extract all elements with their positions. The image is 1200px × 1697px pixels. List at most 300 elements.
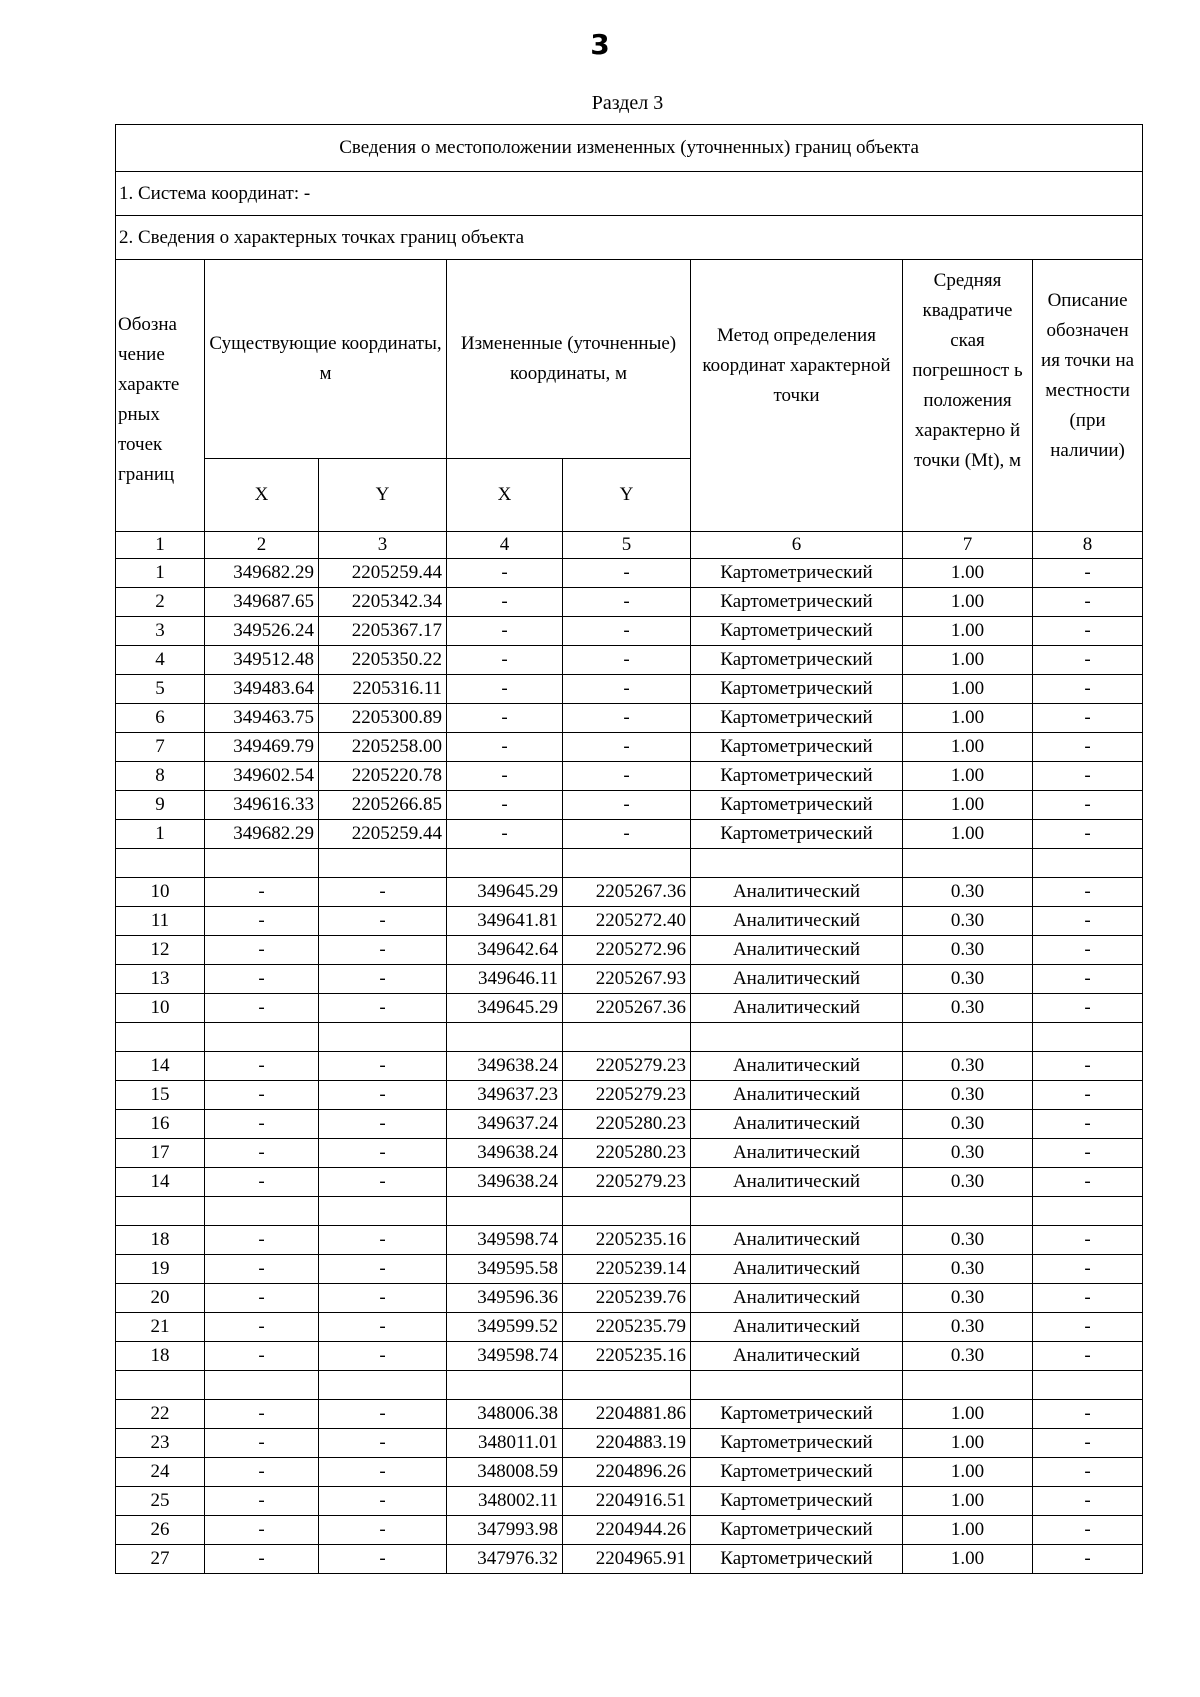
empty-cell (563, 1197, 691, 1226)
table-row (116, 646, 1143, 675)
table-row (116, 965, 1143, 994)
existing-x-cell: - (205, 907, 319, 936)
changed-x-cell: - (447, 762, 563, 791)
table-row (116, 907, 1143, 936)
existing-y-cell: 2205258.00 (319, 733, 447, 762)
header-changed-coords: Измененные (уточненные) координаты, м (447, 260, 691, 459)
changed-x-cell: 349637.24 (447, 1110, 563, 1139)
existing-y-cell: - (319, 1284, 447, 1313)
existing-x-cell: - (205, 936, 319, 965)
method-cell: Картометрический (691, 820, 903, 849)
changed-y-cell: - (563, 617, 691, 646)
changed-x-cell: 349642.64 (447, 936, 563, 965)
table-row (116, 1313, 1143, 1342)
table-row (116, 936, 1143, 965)
changed-y-cell: 2205267.36 (563, 878, 691, 907)
changed-y-cell: - (563, 733, 691, 762)
changed-x-cell: 349645.29 (447, 878, 563, 907)
changed-x-cell: 349638.24 (447, 1139, 563, 1168)
empty-cell (1033, 1197, 1143, 1226)
existing-y-cell: - (319, 1342, 447, 1371)
description-cell: - (1033, 1139, 1143, 1168)
empty-cell (319, 1197, 447, 1226)
existing-y-cell: 2205259.44 (319, 559, 447, 588)
method-cell: Аналитический (691, 936, 903, 965)
point-number-cell: 14 (116, 1052, 205, 1081)
mean-error-cell: 1.00 (903, 1516, 1033, 1545)
table-row (116, 1255, 1143, 1284)
table-row (116, 1487, 1143, 1516)
table-row (116, 704, 1143, 733)
mean-error-cell: 0.30 (903, 1226, 1033, 1255)
description-cell: - (1033, 936, 1143, 965)
method-cell: Картометрический (691, 791, 903, 820)
mean-error-cell: 1.00 (903, 1400, 1033, 1429)
changed-x-cell: 349637.23 (447, 1081, 563, 1110)
header-method: Метод определения координат характерной точки (691, 260, 903, 532)
point-number-cell: 9 (116, 791, 205, 820)
header-existing-y: Y (319, 459, 447, 532)
existing-x-cell: - (205, 1313, 319, 1342)
mean-error-cell: 0.30 (903, 1081, 1033, 1110)
existing-x-cell: - (205, 1052, 319, 1081)
table-row (116, 1226, 1143, 1255)
changed-y-cell: 2205239.76 (563, 1284, 691, 1313)
method-cell: Картометрический (691, 762, 903, 791)
empty-cell (691, 1371, 903, 1400)
table-row (116, 1081, 1143, 1110)
table-row (116, 1400, 1143, 1429)
existing-y-cell: 2205367.17 (319, 617, 447, 646)
table-row (116, 559, 1143, 588)
table-row (116, 878, 1143, 907)
existing-x-cell: - (205, 1139, 319, 1168)
changed-x-cell: 349599.52 (447, 1313, 563, 1342)
separator-row (116, 849, 1143, 878)
point-number-cell: 7 (116, 733, 205, 762)
empty-cell (563, 849, 691, 878)
description-cell: - (1033, 762, 1143, 791)
point-number-cell: 25 (116, 1487, 205, 1516)
description-cell: - (1033, 1081, 1143, 1110)
existing-x-cell: - (205, 1516, 319, 1545)
table-row (116, 1429, 1143, 1458)
method-cell: Аналитический (691, 1284, 903, 1313)
table-row (116, 1168, 1143, 1197)
changed-x-cell: - (447, 704, 563, 733)
header-description: Описание обозначен ия точки на местности (при наличии) (1033, 260, 1143, 532)
existing-x-cell: - (205, 1255, 319, 1284)
empty-cell (205, 1023, 319, 1052)
changed-x-cell: 349638.24 (447, 1168, 563, 1197)
table-row (116, 588, 1143, 617)
changed-y-cell: 2205267.36 (563, 994, 691, 1023)
table-title: Сведения о местоположении измененных (уточненных) границ объекта (116, 125, 1143, 172)
changed-y-cell: - (563, 588, 691, 617)
empty-cell (319, 1371, 447, 1400)
existing-x-cell: 349602.54 (205, 762, 319, 791)
changed-x-cell: 347976.32 (447, 1545, 563, 1574)
mean-error-cell: 0.30 (903, 936, 1033, 965)
existing-x-cell: - (205, 1081, 319, 1110)
method-cell: Картометрический (691, 1545, 903, 1574)
existing-x-cell: - (205, 1226, 319, 1255)
mean-error-cell: 1.00 (903, 1458, 1033, 1487)
empty-cell (691, 1197, 903, 1226)
empty-cell (447, 1197, 563, 1226)
method-cell: Картометрический (691, 675, 903, 704)
point-number-cell: 8 (116, 762, 205, 791)
point-number-cell: 12 (116, 936, 205, 965)
changed-x-cell: 349646.11 (447, 965, 563, 994)
table-row (116, 762, 1143, 791)
header-changed-x: X (447, 459, 563, 532)
table-row (116, 1342, 1143, 1371)
existing-y-cell: 2205350.22 (319, 646, 447, 675)
column-number: 4 (447, 532, 563, 559)
changed-x-cell: - (447, 617, 563, 646)
separator-row (116, 1023, 1143, 1052)
existing-x-cell: 349483.64 (205, 675, 319, 704)
mean-error-cell: 1.00 (903, 704, 1033, 733)
existing-y-cell: - (319, 1313, 447, 1342)
method-cell: Аналитический (691, 965, 903, 994)
existing-x-cell: - (205, 965, 319, 994)
existing-x-cell: 349469.79 (205, 733, 319, 762)
point-number-cell: 10 (116, 878, 205, 907)
description-cell: - (1033, 965, 1143, 994)
changed-y-cell: 2204916.51 (563, 1487, 691, 1516)
column-number: 2 (205, 532, 319, 559)
mean-error-cell: 1.00 (903, 762, 1033, 791)
description-cell: - (1033, 1052, 1143, 1081)
empty-cell (903, 1371, 1033, 1400)
description-cell: - (1033, 1284, 1143, 1313)
method-cell: Картометрический (691, 733, 903, 762)
point-number-cell: 17 (116, 1139, 205, 1168)
empty-cell (319, 1023, 447, 1052)
header-existing-coords: Существующие координаты, м (205, 260, 447, 459)
changed-y-cell: 2204881.86 (563, 1400, 691, 1429)
changed-y-cell: 2204896.26 (563, 1458, 691, 1487)
changed-x-cell: 349595.58 (447, 1255, 563, 1284)
changed-x-cell: 349598.74 (447, 1226, 563, 1255)
mean-error-cell: 0.30 (903, 1342, 1033, 1371)
mean-error-cell: 1.00 (903, 1429, 1033, 1458)
description-cell: - (1033, 617, 1143, 646)
separator-row (116, 1371, 1143, 1400)
changed-y-cell: 2204965.91 (563, 1545, 691, 1574)
empty-cell (319, 849, 447, 878)
changed-y-cell: 2204944.26 (563, 1516, 691, 1545)
changed-y-cell: 2205267.93 (563, 965, 691, 994)
changed-y-cell: 2205272.96 (563, 936, 691, 965)
method-cell: Картометрический (691, 617, 903, 646)
point-number-cell: 13 (116, 965, 205, 994)
changed-x-cell: 349638.24 (447, 1052, 563, 1081)
method-cell: Картометрический (691, 1400, 903, 1429)
changed-y-cell: 2205235.16 (563, 1226, 691, 1255)
point-number-cell: 18 (116, 1226, 205, 1255)
existing-y-cell: - (319, 965, 447, 994)
changed-y-cell: - (563, 646, 691, 675)
header-existing-x: X (205, 459, 319, 532)
table-row (116, 820, 1143, 849)
table-row (116, 617, 1143, 646)
existing-x-cell: 349687.65 (205, 588, 319, 617)
column-number: 8 (1033, 532, 1143, 559)
changed-y-cell: 2205239.14 (563, 1255, 691, 1284)
changed-x-cell: - (447, 646, 563, 675)
point-number-cell: 20 (116, 1284, 205, 1313)
point-number-cell: 19 (116, 1255, 205, 1284)
changed-x-cell: 348002.11 (447, 1487, 563, 1516)
column-number: 7 (903, 532, 1033, 559)
changed-y-cell: 2205280.23 (563, 1139, 691, 1168)
empty-cell (116, 1371, 205, 1400)
description-cell: - (1033, 1458, 1143, 1487)
empty-cell (116, 1197, 205, 1226)
existing-x-cell: - (205, 878, 319, 907)
mean-error-cell: 0.30 (903, 994, 1033, 1023)
existing-x-cell: 349512.48 (205, 646, 319, 675)
method-cell: Картометрический (691, 646, 903, 675)
existing-x-cell: 349682.29 (205, 820, 319, 849)
description-cell: - (1033, 820, 1143, 849)
method-cell: Картометрический (691, 1458, 903, 1487)
table-row (116, 1458, 1143, 1487)
method-cell: Картометрический (691, 559, 903, 588)
existing-x-cell: - (205, 1545, 319, 1574)
point-number-cell: 24 (116, 1458, 205, 1487)
point-number-cell: 26 (116, 1516, 205, 1545)
description-cell: - (1033, 559, 1143, 588)
mean-error-cell: 1.00 (903, 791, 1033, 820)
changed-y-cell: - (563, 704, 691, 733)
description-cell: - (1033, 878, 1143, 907)
description-cell: - (1033, 675, 1143, 704)
method-cell: Аналитический (691, 1255, 903, 1284)
empty-cell (691, 1023, 903, 1052)
empty-cell (447, 1371, 563, 1400)
empty-cell (205, 849, 319, 878)
empty-cell (563, 1371, 691, 1400)
description-cell: - (1033, 1516, 1143, 1545)
mean-error-cell: 0.30 (903, 1168, 1033, 1197)
existing-y-cell: - (319, 936, 447, 965)
description-cell: - (1033, 1313, 1143, 1342)
coordinate-system: 1. Система координат: - (116, 172, 1143, 216)
existing-x-cell: - (205, 1110, 319, 1139)
existing-y-cell: 2205300.89 (319, 704, 447, 733)
description-cell: - (1033, 1342, 1143, 1371)
empty-cell (903, 849, 1033, 878)
empty-cell (903, 1197, 1033, 1226)
existing-y-cell: - (319, 1110, 447, 1139)
mean-error-cell: 1.00 (903, 646, 1033, 675)
changed-x-cell: 349598.74 (447, 1342, 563, 1371)
description-cell: - (1033, 1429, 1143, 1458)
method-cell: Аналитический (691, 1342, 903, 1371)
changed-y-cell: 2204883.19 (563, 1429, 691, 1458)
mean-error-cell: 1.00 (903, 559, 1033, 588)
description-cell: - (1033, 1255, 1143, 1284)
point-number-cell: 21 (116, 1313, 205, 1342)
existing-y-cell: - (319, 878, 447, 907)
changed-y-cell: 2205279.23 (563, 1052, 691, 1081)
existing-y-cell: 2205342.34 (319, 588, 447, 617)
table-row (116, 1052, 1143, 1081)
existing-y-cell: 2205316.11 (319, 675, 447, 704)
method-cell: Аналитический (691, 907, 903, 936)
empty-cell (116, 849, 205, 878)
point-number-cell: 10 (116, 994, 205, 1023)
method-cell: Аналитический (691, 1052, 903, 1081)
header-error: Средняя квадратиче ская погрешност ь положения характерно й точки (Mt), м (903, 260, 1033, 532)
mean-error-cell: 1.00 (903, 588, 1033, 617)
mean-error-cell: 1.00 (903, 617, 1033, 646)
changed-x-cell: 347993.98 (447, 1516, 563, 1545)
points-caption: 2. Сведения о характерных точках границ объекта (116, 216, 1143, 260)
changed-y-cell: 2205235.79 (563, 1313, 691, 1342)
changed-x-cell: 349596.36 (447, 1284, 563, 1313)
existing-y-cell: - (319, 1429, 447, 1458)
changed-y-cell: - (563, 675, 691, 704)
method-cell: Аналитический (691, 994, 903, 1023)
mean-error-cell: 0.30 (903, 1110, 1033, 1139)
changed-y-cell: - (563, 762, 691, 791)
method-cell: Аналитический (691, 878, 903, 907)
changed-x-cell: - (447, 791, 563, 820)
column-number: 6 (691, 532, 903, 559)
description-cell: - (1033, 1110, 1143, 1139)
table-row (116, 675, 1143, 704)
changed-y-cell: - (563, 791, 691, 820)
empty-cell (205, 1371, 319, 1400)
table-row (116, 994, 1143, 1023)
empty-cell (1033, 1371, 1143, 1400)
header-changed-y: Y (563, 459, 691, 532)
existing-x-cell: - (205, 1168, 319, 1197)
description-cell: - (1033, 1400, 1143, 1429)
empty-cell (1033, 1023, 1143, 1052)
method-cell: Аналитический (691, 1226, 903, 1255)
point-number-cell: 14 (116, 1168, 205, 1197)
empty-cell (447, 849, 563, 878)
point-number-cell: 27 (116, 1545, 205, 1574)
existing-x-cell: - (205, 1487, 319, 1516)
method-cell: Аналитический (691, 1081, 903, 1110)
existing-y-cell: - (319, 1052, 447, 1081)
column-number: 3 (319, 532, 447, 559)
existing-x-cell: 349463.75 (205, 704, 319, 733)
table-row (116, 1284, 1143, 1313)
existing-x-cell: - (205, 1400, 319, 1429)
header-designation: Обозна чение характе рных точек границ (116, 260, 205, 532)
method-cell: Аналитический (691, 1168, 903, 1197)
changed-x-cell: - (447, 588, 563, 617)
mean-error-cell: 0.30 (903, 1255, 1033, 1284)
existing-y-cell: 2205266.85 (319, 791, 447, 820)
empty-cell (1033, 849, 1143, 878)
empty-cell (116, 1023, 205, 1052)
mean-error-cell: 0.30 (903, 1052, 1033, 1081)
method-cell: Картометрический (691, 588, 903, 617)
changed-x-cell: 349641.81 (447, 907, 563, 936)
empty-cell (447, 1023, 563, 1052)
changed-x-cell: - (447, 559, 563, 588)
method-cell: Картометрический (691, 1516, 903, 1545)
description-cell: - (1033, 1545, 1143, 1574)
table-row (116, 1139, 1143, 1168)
existing-y-cell: - (319, 1400, 447, 1429)
existing-x-cell: 349682.29 (205, 559, 319, 588)
description-cell: - (1033, 907, 1143, 936)
description-cell: - (1033, 791, 1143, 820)
description-cell: - (1033, 733, 1143, 762)
method-cell: Картометрический (691, 1429, 903, 1458)
table-row (116, 1110, 1143, 1139)
mean-error-cell: 0.30 (903, 907, 1033, 936)
existing-y-cell: - (319, 1487, 447, 1516)
table-row (116, 1545, 1143, 1574)
empty-cell (563, 1023, 691, 1052)
separator-row (116, 1197, 1143, 1226)
mean-error-cell: 1.00 (903, 675, 1033, 704)
changed-y-cell: 2205272.40 (563, 907, 691, 936)
mean-error-cell: 0.30 (903, 1139, 1033, 1168)
mean-error-cell: 0.30 (903, 965, 1033, 994)
changed-x-cell: - (447, 733, 563, 762)
description-cell: - (1033, 1168, 1143, 1197)
existing-x-cell: - (205, 1458, 319, 1487)
existing-y-cell: - (319, 1516, 447, 1545)
description-cell: - (1033, 1487, 1143, 1516)
existing-y-cell: - (319, 1255, 447, 1284)
method-cell: Аналитический (691, 1110, 903, 1139)
mean-error-cell: 1.00 (903, 1487, 1033, 1516)
changed-y-cell: - (563, 820, 691, 849)
description-cell: - (1033, 704, 1143, 733)
existing-x-cell: - (205, 1342, 319, 1371)
changed-x-cell: 348011.01 (447, 1429, 563, 1458)
existing-y-cell: - (319, 1458, 447, 1487)
existing-y-cell: - (319, 1545, 447, 1574)
existing-y-cell: - (319, 1168, 447, 1197)
description-cell: - (1033, 588, 1143, 617)
method-cell: Картометрический (691, 1487, 903, 1516)
table-row (116, 1516, 1143, 1545)
point-number-cell: 5 (116, 675, 205, 704)
existing-x-cell: - (205, 994, 319, 1023)
existing-y-cell: - (319, 1081, 447, 1110)
point-number-cell: 2 (116, 588, 205, 617)
mean-error-cell: 1.00 (903, 733, 1033, 762)
page-number: 3 (590, 28, 610, 61)
existing-y-cell: - (319, 1226, 447, 1255)
column-number: 1 (116, 532, 205, 559)
point-number-cell: 3 (116, 617, 205, 646)
changed-x-cell: 348008.59 (447, 1458, 563, 1487)
point-number-cell: 1 (116, 820, 205, 849)
existing-x-cell: - (205, 1284, 319, 1313)
point-number-cell: 1 (116, 559, 205, 588)
existing-x-cell: 349616.33 (205, 791, 319, 820)
changed-y-cell: 2205235.16 (563, 1342, 691, 1371)
changed-y-cell: 2205280.23 (563, 1110, 691, 1139)
changed-x-cell: 349645.29 (447, 994, 563, 1023)
changed-y-cell: 2205279.23 (563, 1081, 691, 1110)
